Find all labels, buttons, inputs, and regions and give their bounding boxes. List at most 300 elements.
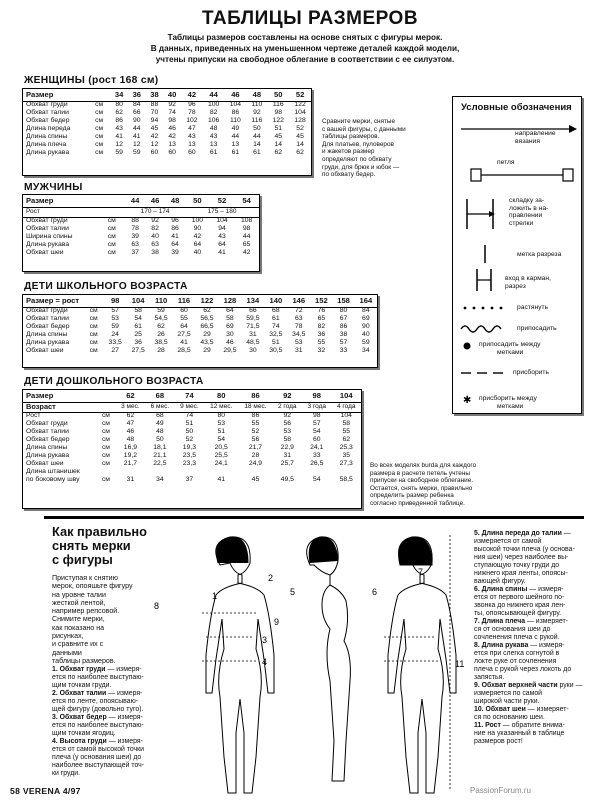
value-cell: 92 [168,101,176,109]
value-cell: 56 [251,436,260,444]
row-label: Обхват бедер [26,323,70,331]
value-cell: 58 [342,420,351,428]
value-cell: 16,9 [123,444,138,452]
value-cell: 74 [168,109,176,117]
header-label: Размер = рост [23,295,104,307]
value-cell: 22,5 [153,460,167,468]
table-row [23,101,311,109]
value-cell: 90 [193,225,202,233]
value-cell: 52 [185,436,194,444]
value-cell: 29 [203,347,211,355]
value-cell: 32 [317,347,326,355]
value-cell: 12 [150,141,159,149]
value-cell: 24,9 [248,460,263,468]
figure-label-1: 1 [212,591,218,601]
value-cell: 71,5 [246,323,260,331]
value-cell: 68 [272,307,280,315]
value-cell: 44 [253,133,261,141]
value-cell: 82 [151,225,159,233]
value-cell: 94 [150,117,159,125]
legend-item-pocket: вход в карман, разрез [505,275,551,290]
value-cell: 48 [126,436,135,444]
size-cell: 128 [218,295,241,307]
value-cell: 21,1 [153,452,167,460]
table-row [23,420,361,428]
row-unit: см [107,249,116,257]
size-cell: 104 [331,390,361,402]
row-label: Обхват шеи [26,460,64,468]
value-cell: 63 [295,315,303,323]
table-row [23,117,311,125]
table-row [23,249,259,257]
row-unit: см [95,133,104,141]
value-cell: 116 [272,101,284,109]
size-cell: 48 [246,89,267,101]
value-cell: 110 [230,117,241,125]
size-cell: 36 [128,89,146,101]
value-cell: 54 [134,315,142,323]
value-cell: 62 [126,412,135,420]
value-cell: 60 [168,149,176,157]
size-cell: 164 [355,295,377,307]
value-cell: 52 [251,428,260,436]
women-size-table [23,89,311,157]
value-cell: 128 [294,117,306,125]
size-cell: 44 [203,89,225,101]
table-row [23,460,361,468]
row-label: Длина штанишек [26,468,80,476]
legend-item-stretch: растянуть [517,304,549,311]
value-cell: 62 [342,436,351,444]
men-heading: МУЖЧИНЫ [24,182,83,193]
measure-item: 10. Обхват шеи — измеряет- ся по основанию шеи. [474,706,569,721]
table-row [23,141,311,149]
value-cell: 60 [312,436,321,444]
value-cell: 67 [339,315,348,323]
figure-label-11: 11 [455,659,465,669]
table-row [23,436,361,444]
size-cell: 42 [181,89,203,101]
value-cell [331,468,361,476]
value-cell: 74 [185,412,194,420]
value-cell: 55 [342,428,351,436]
row-label: Длина рукава [26,241,70,249]
figure-label-10: 10 [234,551,245,561]
figure-label-2: 2 [268,573,274,583]
value-cell: 27 [111,347,119,355]
size-cell: 54 [234,195,259,207]
table-row [23,468,361,476]
row-label: Обхват бедер [26,117,70,125]
value-cell: 39 [171,249,179,257]
value-cell: 41 [171,233,179,241]
size-cell: 50 [185,195,210,207]
value-cell: 62 [296,149,304,157]
value-cell: 30 [226,331,234,339]
row-label: по боковому шву [26,476,80,484]
value-cell: 48,5 [246,339,260,347]
value-cell: 36 [134,339,142,347]
value-cell: 66 [249,307,257,315]
table-header-row [23,295,377,307]
women-heading: ЖЕНЩИНЫ (рост 168 см) [24,75,159,86]
value-cell: 86 [171,225,179,233]
value-cell: 84 [133,101,141,109]
value-cell: 41 [217,476,226,484]
value-cell: 25,3 [339,444,353,452]
value-cell: 59 [115,149,123,157]
value-cell: 53 [217,420,226,428]
row-label: Длина переда [26,125,71,133]
row-unit: см [101,452,110,460]
value-cell: 45 [274,133,283,141]
value-cell: 33,5 [108,339,122,347]
age-row: Возраст 3 мес. 6 мес. 9 мес. 12 мес. 18 мес. 2 года 3 года 4 года [23,402,361,412]
figure-label-6: 6 [372,587,378,597]
table-row [23,412,361,420]
value-cell: 66 [133,109,141,117]
value-cell: 54,5 [154,315,168,323]
value-cell: 94 [218,225,226,233]
row-label: Обхват груди [26,101,68,109]
table-header-row [23,195,259,207]
value-cell: 23,3 [182,460,196,468]
value-cell: 58,5 [339,476,353,484]
value-cell: 49,5 [280,476,294,484]
value-cell: 90 [362,323,370,331]
value-cell: 122 [272,117,284,125]
measure-item: 11. Рост — обратите внима- ние на указанный в таблице размеров рост! [474,722,565,745]
row-label: Длина спины [26,133,68,141]
value-cell: 28 [157,347,165,355]
value-cell: 63 [131,241,139,249]
value-cell: 98 [242,225,251,233]
value-cell: 24,1 [214,460,228,468]
value-cell: 96 [188,101,196,109]
row-label: Обхват груди [26,217,68,225]
table-row [23,133,311,141]
value-cell: 76 [317,307,326,315]
value-cell: 52 [296,125,304,133]
value-cell: 116 [251,117,263,125]
value-cell: 37 [185,476,194,484]
value-cell [116,468,145,476]
value-cell: 53 [283,428,292,436]
value-cell: 46 [168,125,176,133]
legend-item-fold: складку за- ложить в на- правлении стрелки [509,197,549,227]
value-cell: 44 [231,133,240,141]
value-cell: 47 [126,420,135,428]
value-cell: 18,1 [153,444,167,452]
value-cell: 57 [339,339,348,347]
value-cell: 61 [134,323,142,331]
height-row: Рост 170 – 174 175 – 180 [23,207,259,217]
value-cell: 34,5 [292,331,306,339]
value-cell: 102 [186,117,198,125]
value-cell: 41 [218,249,226,257]
value-cell: 40 [151,233,159,241]
value-cell: 48 [156,428,164,436]
size-cell: 68 [145,390,174,402]
value-cell: 82 [209,109,218,117]
value-cell: 30,5 [269,347,283,355]
size-cell: 48 [165,195,185,207]
value-cell: 26,5 [310,460,324,468]
measure-list-right [474,530,584,746]
value-cell: 88 [150,101,159,109]
figure-label-7: 7 [418,567,424,577]
value-cell: 58 [283,436,292,444]
size-cell: 98 [104,295,127,307]
value-cell: 55 [251,420,260,428]
value-cell: 41 [115,133,123,141]
value-cell: 64 [193,241,202,249]
table-row [23,217,259,225]
value-cell: 110 [251,101,263,109]
row-unit: см [107,225,116,233]
value-cell: 40 [362,331,370,339]
preschool-note: Во всех моделях burda для каждого размера в расчете петель учтены припуски на свободное облегание. Остается, снять мерки, правильно определить размер ребенка согласно приведенной таблице. [370,462,477,507]
row-label: Ширина спины [26,233,73,241]
figure-label-8: 8 [154,601,160,611]
value-cell: 78 [295,323,303,331]
row-unit: см [89,331,98,339]
value-cell [145,468,174,476]
value-cell: 33 [312,452,321,460]
row-label: Длина плеча [26,141,67,149]
value-cell: 27,5 [131,347,145,355]
value-cell: 92 [283,412,292,420]
value-cell: 22,9 [280,444,294,452]
size-cell: 152 [310,295,332,307]
value-cell: 39 [131,233,139,241]
value-cell: 86 [251,412,260,420]
table-row [23,428,361,436]
value-cell: 57 [312,420,321,428]
table-row [23,476,361,484]
intro-text: Таблицы размеров составлены на основе снятых с фигуры мерок. В данных, приведенных на уменьшенном чертеже деталей каждой модели, учтены припуски на свободное облегание в соответствии с ее силуэтом. [150,33,460,64]
value-cell [175,468,204,476]
row-unit: см [107,241,116,249]
value-cell: 23,5 [182,452,196,460]
value-cell: 42 [242,249,251,257]
value-cell [273,468,302,476]
value-cell: 43 [218,233,226,241]
preschool-heading: ДЕТИ ДОШКОЛЬНОГО ВОЗРАСТА [24,376,204,387]
value-cell: 59,5 [246,315,260,323]
value-cell: 46 [126,428,135,436]
table-row [23,331,377,339]
value-cell: 104 [229,101,242,109]
value-cell: 58 [226,315,234,323]
value-cell: 92 [253,109,261,117]
fold-icon [467,199,495,229]
value-cell: 19,2 [123,452,138,460]
measure-item: 1. Обхват груди — измеря- ется по наиболее выступаю- щим точкам груди. [52,666,144,689]
value-cell: 72 [295,307,303,315]
measure-item: 4. Высота груди — измеря- ется от самой высокой точки плеча (у основания шеи) до наиболее выступающей точ- ки груди. [52,738,145,777]
value-cell: 42 [168,133,176,141]
value-cell: 62 [115,109,123,117]
value-cell: 70 [150,109,159,117]
value-cell: 14 [296,141,304,149]
value-cell: 38,5 [154,339,168,347]
table-header-row [23,390,361,402]
value-cell: 29 [203,331,211,339]
value-cell: 43 [188,133,196,141]
measure-item: 8. Длина рукава — измеря- ется при слегка согнутой в локте руке от сочленения плеча с рукой через локоть до запястья. [474,642,572,681]
value-cell: 21,7 [248,444,263,452]
value-cell: 98 [312,412,321,420]
table-row [23,444,361,452]
section-divider [44,516,584,519]
value-cell: 35 [342,452,351,460]
value-cell: 80 [115,101,123,109]
measure-item: 9. Обхват верхней части руки — измеряется по самой широкой части руки. [474,682,583,705]
size-cell: 146 [287,295,310,307]
value-cell: 28 [251,452,260,460]
value-cell: 66,5 [200,323,214,331]
value-cell: 64 [226,307,234,315]
value-cell: 92 [151,217,159,225]
figure-label-3: 3 [262,635,268,645]
value-cell: 64 [171,241,179,249]
value-cell: 98 [168,117,176,125]
size-cell: 52 [289,89,311,101]
row-label: Обхват талии [26,428,69,436]
table-row [23,225,259,233]
size-cell: 86 [238,390,272,402]
row-label: Обхват шеи [26,249,64,257]
table-row [23,241,259,249]
value-cell: 86 [339,323,348,331]
value-cell: 64 [218,241,226,249]
size-cell: 52 [210,195,235,207]
row-unit: см [101,444,110,452]
value-cell: 51 [272,339,280,347]
value-cell: 49 [156,420,164,428]
value-cell: 40 [193,249,202,257]
value-cell: 42 [193,233,202,241]
value-cell: 54 [217,436,226,444]
figure-label-5: 5 [290,587,296,597]
value-cell: 19,3 [182,444,196,452]
value-cell: 37 [131,249,139,257]
row-label: Длина рукава [26,452,70,460]
row-unit: см [101,436,110,444]
measure-item: 2. Обхват талии — измеря- ется по ленте, опоясываю- щей фигуру (довольно туго). [52,690,144,713]
row-label: Длина спины [26,444,68,452]
size-cell: 122 [196,295,219,307]
value-cell: 62 [203,307,211,315]
legend-item-cut-mark: метка разреза [517,251,562,258]
row-label: Длина спины [26,331,68,339]
value-cell: 69 [362,315,370,323]
value-cell: 86 [115,117,123,125]
size-cell: 104 [127,295,150,307]
value-cell: 51 [217,428,226,436]
measure-item: 5. Длина переда до талии — измеряется от самой высокой точки плеча (у основа- ния шеи) через наиболее вы- ступающую точку груди до нижнего края ленты, опоясы- вающей фигуру. [474,530,575,585]
measure-item: 6. Длина спины — измеря- ется от первого шейного по- звонка до нижнего края лен- ты, опоясывающей фигуру. [474,586,566,617]
school-size-table [23,295,377,355]
value-cell: 74 [272,323,280,331]
row-label: Обхват талии [26,109,69,117]
value-cell: 43 [209,133,218,141]
page-title: ТАБЛИЦЫ РАЗМЕРОВ [201,8,419,29]
row-unit: см [95,117,104,125]
value-cell: 26 [157,331,165,339]
school-heading: ДЕТИ ШКОЛЬНОГО ВОЗРАСТА [24,281,188,292]
value-cell: 38 [339,331,348,339]
value-cell: 55 [317,339,326,347]
row-unit: см [101,420,110,428]
legend-item-loop: петля [497,159,515,166]
value-cell: 54 [312,476,321,484]
value-cell: 31 [126,476,135,484]
value-cell: 56,5 [200,315,214,323]
body-figures [150,525,470,795]
value-cell: 43,5 [200,339,214,347]
value-cell: 59 [362,339,370,347]
table-row [23,452,361,460]
table-header-row [23,89,311,101]
value-cell: 84 [362,307,370,315]
value-cell: 100 [207,101,220,109]
value-cell: 82 [317,323,326,331]
value-cell: 14 [253,141,261,149]
value-cell: 21,7 [123,460,138,468]
stretch-icon [464,307,503,310]
size-cell: 110 [150,295,173,307]
value-cell: 41 [133,133,141,141]
row-label: Длина рукава [26,339,70,347]
value-cell: 106 [207,117,220,125]
row-unit: см [95,149,104,157]
preschool-size-table [23,390,361,484]
pocket-icon [477,269,491,291]
row-unit: см [95,109,104,117]
value-cell: 45 [296,133,304,141]
value-cell: 44 [242,233,251,241]
value-cell: 47 [188,125,196,133]
value-cell: 48 [209,125,218,133]
value-cell: 45 [251,476,260,484]
header-label: Размер [23,89,110,101]
value-cell: 59 [133,149,141,157]
value-cell: 55 [180,315,188,323]
value-cell: 104 [216,217,228,225]
size-cell: 134 [241,295,264,307]
value-cell: 12 [133,141,141,149]
header-label: Размер [23,195,125,207]
value-cell: 61 [253,149,261,157]
legend-item-gather-star: присборить между метками [479,395,537,410]
value-cell: 63 [151,241,159,249]
value-cell: 38 [151,249,159,257]
value-cell: 27,5 [177,331,191,339]
row-unit [100,468,116,476]
value-cell: 50 [156,436,164,444]
row-unit: см [101,412,110,420]
value-cell: 78 [131,225,139,233]
value-cell: 12 [115,141,123,149]
table-row [23,109,311,117]
size-cell: 34 [110,89,128,101]
value-cell: 61 [209,149,218,157]
gather-icon [461,326,501,332]
value-cell: 56 [283,420,292,428]
row-unit: см [89,315,98,323]
